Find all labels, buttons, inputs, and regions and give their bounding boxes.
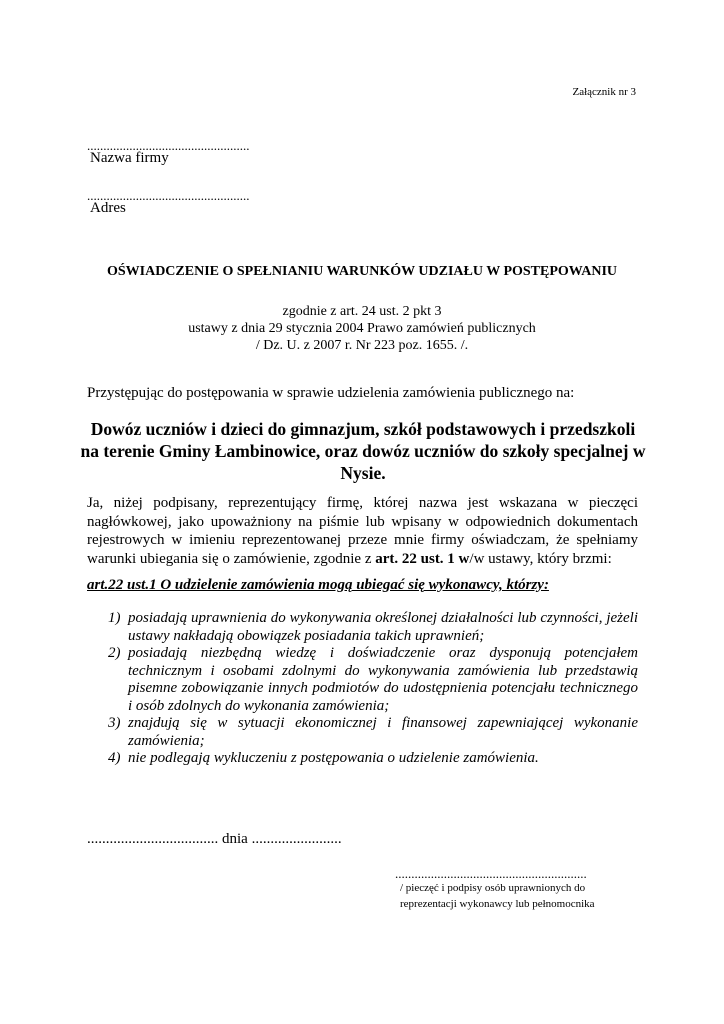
document-title: OŚWIADCZENIE O SPEŁNIANIU WARUNKÓW UDZIAŁU W POSTĘPOWANIU bbox=[106, 264, 618, 279]
declaration-text-after: /w ustawy, który brzmi: bbox=[469, 550, 612, 567]
item-number: 2) bbox=[108, 645, 121, 661]
date-line: ................................... dnia ........................ bbox=[87, 831, 342, 847]
intro-text: Przystępując do postępowania w sprawie udzielenia zamówienia publicznego na: bbox=[87, 385, 575, 401]
address-dots: .................................................. bbox=[87, 188, 250, 203]
legal-basis-line-3: / Dz. U. z 2007 r. Nr 223 poz. 1655. /. bbox=[255, 338, 469, 353]
item-number: 3) bbox=[108, 715, 121, 731]
list-item bbox=[108, 610, 638, 645]
declaration-text-before: Ja, niżej podpisany, reprezentujący firmę, której nazwa jest wskazana w pieczęci nagłówkowej, jako upoważniony na piśmie lub wpisany w odpowiednich dokumentach rejestrowych w imieniu reprezentowanej przeze mnie firmy oświadczam, że spełniamy warunki ubiegania się o zamówienie, zgodnie z bbox=[87, 495, 638, 567]
legal-basis-line-1: zgodnie z art. 24 ust. 2 pkt 3 bbox=[282, 304, 442, 319]
legal-basis-line-2: ustawy z dnia 29 stycznia 2004 Prawo zamówień publicznych bbox=[188, 321, 536, 336]
item-text: posiadają uprawnienia do wykonywania określonej działalności lub czynności, jeżeli ustawy nakładają obowiązek posiadania takich uprawnień; bbox=[128, 610, 638, 644]
list-item bbox=[108, 750, 638, 768]
item-number: 4) bbox=[108, 750, 121, 766]
declaration-article-ref: art. 22 ust. 1 w bbox=[375, 550, 470, 567]
list-item bbox=[108, 715, 638, 750]
item-text: znajdują się w sytuacji ekonomicznej i finansowej zapewniającej wykonanie zamówienia; bbox=[128, 715, 638, 749]
signature-caption bbox=[400, 880, 595, 912]
company-name-dots: .................................................. bbox=[87, 138, 250, 153]
item-number: 1) bbox=[108, 610, 121, 626]
conditions-list bbox=[108, 610, 638, 768]
contract-subject: Dowóz uczniów i dzieci do gimnazjum, szkół podstawowych i przedszkoli na terenie Gminy Łambinowice, oraz dowóz uczniów do szkoły specjalnej w Nysie. bbox=[80, 419, 646, 483]
signature-dots: ........................................................... bbox=[395, 866, 587, 881]
list-item bbox=[108, 645, 638, 715]
item-text: posiadają niezbędną wiedzę i doświadczenie oraz dysponują potencjałem technicznym i osobami zdolnymi do wykonywania zamówienia lub przedstawią pisemne zobowiązanie innych podmiotów do udostępnienia potencjału technicznego i osób zdolnych do wykonania zamówienia; bbox=[128, 645, 638, 714]
annex-number: Załącznik nr 3 bbox=[572, 86, 636, 98]
signature-caption-line-2: reprezentacji wykonawcy lub pełnomocnika bbox=[400, 898, 595, 910]
address-label: Adres bbox=[90, 200, 126, 216]
article-heading: art.22 ust.1 O udzielenie zamówienia mogą ubiegać się wykonawcy, którzy: bbox=[87, 577, 549, 593]
signature-caption-line-1: / pieczęć i podpisy osób uprawnionych do bbox=[400, 882, 586, 894]
company-name-label: Nazwa firmy bbox=[90, 150, 169, 166]
item-text: nie podlegają wykluczeniu z postępowania o udzielenie zamówienia. bbox=[128, 750, 539, 766]
declaration-paragraph bbox=[87, 494, 638, 568]
